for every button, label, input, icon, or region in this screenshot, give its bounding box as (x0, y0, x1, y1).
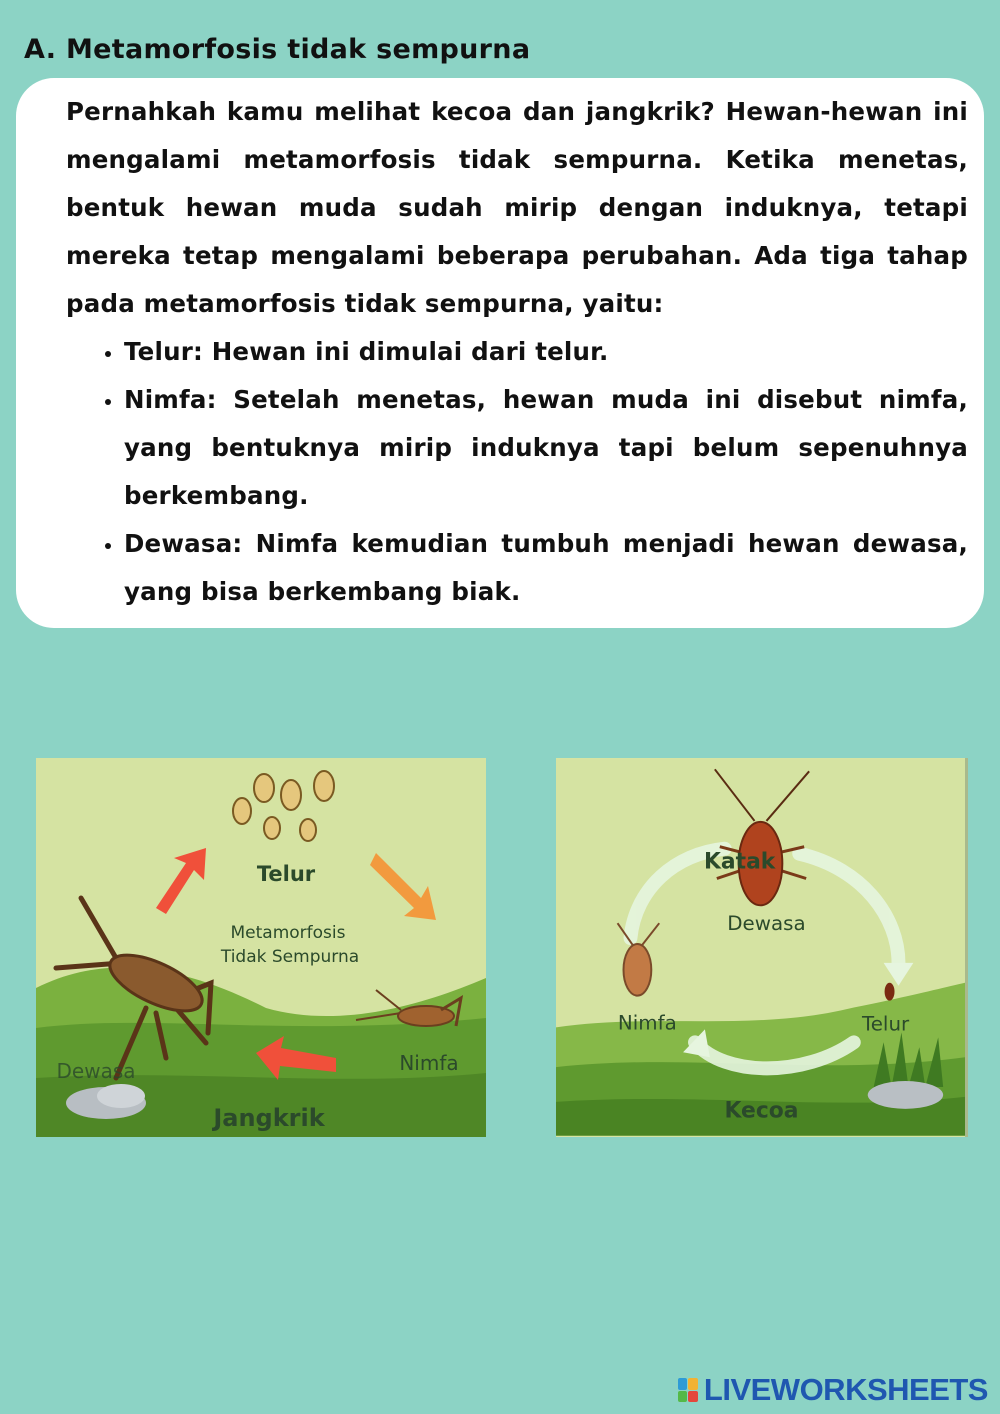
stage-item-telur: • Telur: Hewan ini dimulai dari telur. (124, 328, 968, 376)
explanation-card (16, 78, 984, 628)
center-label-line1: Metamorfosis (230, 923, 346, 943)
intro-paragraph: Pernahkah kamu melihat kecoa dan jangkrik? Hewan-hewan ini mengalami metamorfosis tidak sempurna. Ketika menetas, bentuk hewan muda sudah mirip dengan induknya, tetapi mereka tetap mengalami beberapa perubahan. Ada tiga tahap pada metamorfosis tidak sempurna, yaitu: (66, 97, 968, 318)
cricket-adult-label: Dewasa (56, 1059, 136, 1083)
stage-item-nimfa: • Nimfa: Setelah menetas, hewan muda ini disebut nimfa, yang bentuknya mirip induknya tapi belum sepenuhnya berkembang. (124, 376, 968, 520)
cricket-nymph-label: Nimfa (399, 1051, 459, 1075)
cricket-lifecycle-illustration (36, 758, 486, 1137)
cockroach-lifecycle-illustration (556, 758, 965, 1137)
cricket-egg-label: Telur (256, 862, 316, 886)
cockroach-lifecycle-image (556, 758, 968, 1137)
cricket-caption: Jangkrik (213, 1104, 325, 1132)
brand-footer (678, 1372, 988, 1408)
cockroach-adult-label: Dewasa (727, 912, 806, 936)
section-title: A. Metamorfosis tidak sempurna (24, 34, 531, 65)
center-label-line2: Tidak Sempurna (220, 947, 360, 967)
stage-item-dewasa: • Dewasa: Nimfa kemudian tumbuh menjadi hewan dewasa, yang bisa berkembang biak. (124, 520, 968, 616)
cockroach-egg-label: Telur (861, 1012, 910, 1036)
cockroach-caption: Kecoa (724, 1098, 799, 1124)
liveworksheets-logo-icon (678, 1378, 698, 1402)
cockroach-top-label: Katak (703, 849, 776, 875)
egg-icon (885, 983, 895, 1001)
cricket-lifecycle-image (36, 758, 486, 1137)
stage-list (66, 328, 968, 616)
cockroach-nymph-label: Nimfa (617, 1011, 677, 1035)
brand-name: LIVEWORKSHEETS (703, 1372, 988, 1407)
